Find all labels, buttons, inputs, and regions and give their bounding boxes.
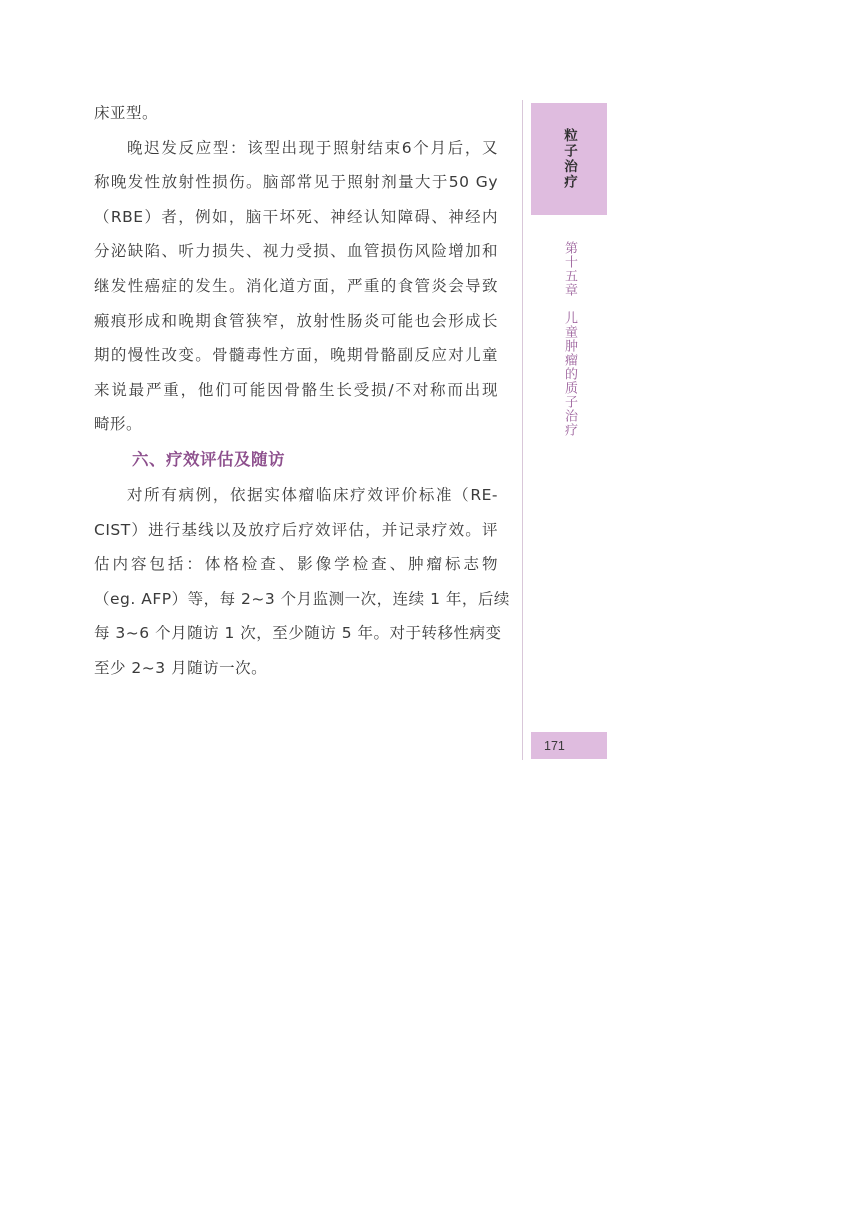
body-line: 估内容包括：体格检查、影像学检查、肿瘤标志物 bbox=[94, 555, 498, 574]
chapter-title-label: 第十五章 儿童肿瘤的质子治疗 bbox=[562, 241, 577, 437]
body-line: 分泌缺陷、听力损失、视力受损、血管损伤风险增加和 bbox=[94, 242, 498, 261]
main-text-column bbox=[94, 96, 510, 686]
body-line: （RBE）者，例如，脑干坏死、神经认知障碍、神经内 bbox=[94, 207, 498, 226]
body-line: 至少 2~3 月随访一次。 bbox=[94, 658, 268, 677]
body-line: 期的慢性改变。骨髓毒性方面，晚期骨骼副反应对儿童 bbox=[94, 346, 498, 365]
body-line: 对所有病例，依据实体瘤临床疗效评价标准（RE- bbox=[127, 485, 498, 504]
body-line: 床亚型。 bbox=[94, 104, 159, 122]
chapter-title-side bbox=[531, 241, 607, 437]
column-divider bbox=[522, 100, 523, 760]
body-line: 称晚发性放射性损伤。脑部常见于照射剂量大于50 Gy bbox=[94, 173, 498, 192]
section-tab-label: 粒子治疗 bbox=[561, 128, 577, 190]
body-line: 晚迟发反应型：该型出现于照射结束6个月后，又 bbox=[127, 138, 498, 157]
body-line: 继发性癌症的发生。消化道方面，严重的食管炎会导致 bbox=[94, 276, 498, 295]
body-line: 瘢痕形成和晚期食管狭窄，放射性肠炎可能也会形成长 bbox=[94, 311, 498, 330]
body-line: 畸形。 bbox=[94, 415, 143, 434]
body-line: CIST）进行基线以及放疗后疗效评估，并记录疗效。评 bbox=[94, 520, 498, 539]
body-line: 每 3~6 个月随访 1 次，至少随访 5 年。对于转移性病变 bbox=[94, 624, 502, 643]
page-number-tab bbox=[531, 732, 607, 759]
body-line: 来说最严重，他们可能因骨骼生长受损/不对称而出现 bbox=[94, 380, 498, 399]
page-number: 171 bbox=[544, 738, 565, 753]
section-heading: 六、疗效评估及随访 bbox=[132, 449, 285, 469]
body-line: （eg. AFP）等，每 2~3 个月监测一次，连续 1 年，后续 bbox=[94, 589, 510, 608]
section-tab bbox=[531, 103, 607, 215]
